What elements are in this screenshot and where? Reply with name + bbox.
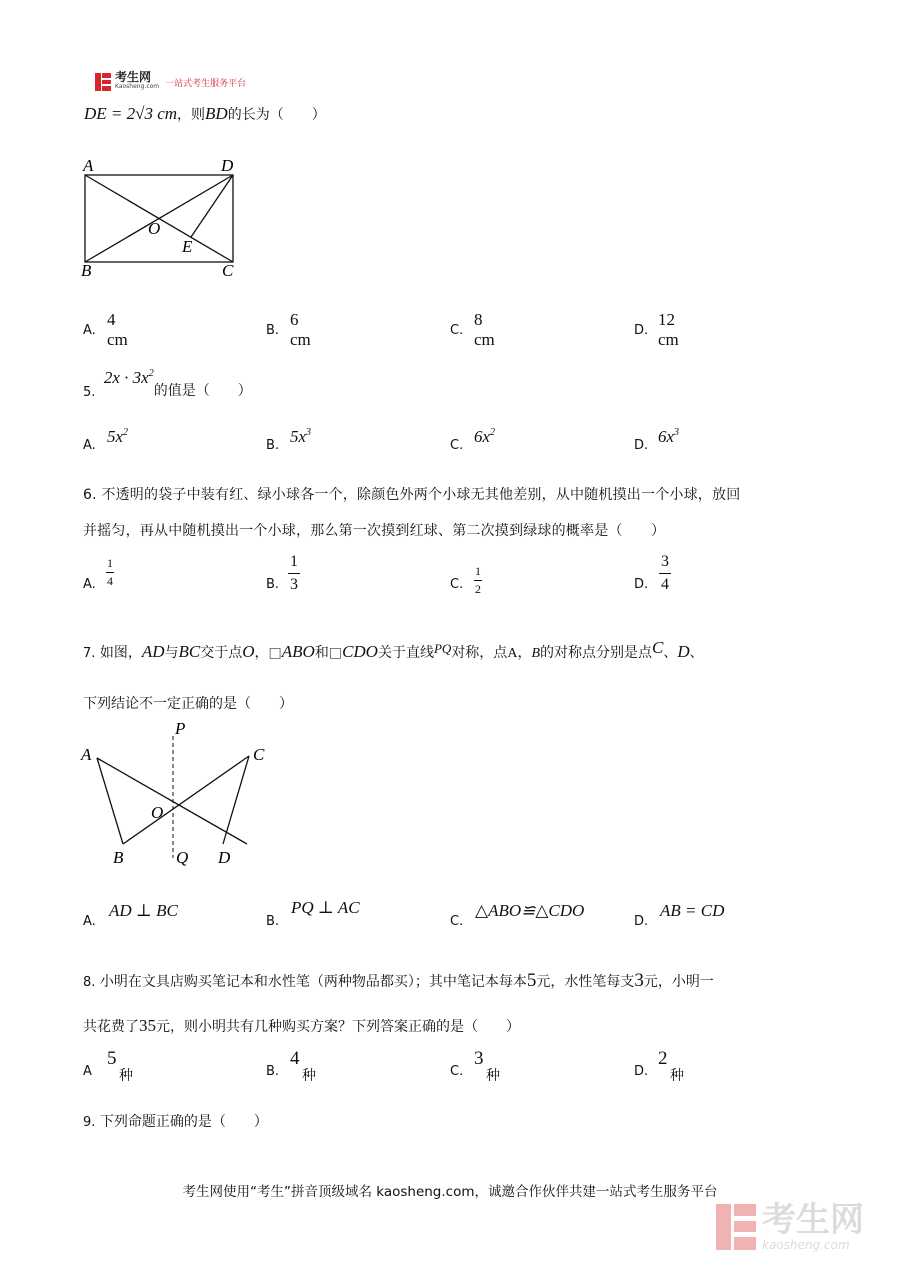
q8-line1 xyxy=(83,970,714,992)
option-letter: B. xyxy=(266,1064,280,1079)
option-value: AD ⊥ BC xyxy=(109,901,178,920)
option-unit: 种 xyxy=(670,1068,684,1084)
q7-line-bc xyxy=(123,756,249,844)
q4-label-e: E xyxy=(182,237,193,256)
q7-label-p: P xyxy=(175,719,186,738)
frac-den: 4 xyxy=(107,574,113,588)
q7-o: O xyxy=(242,642,255,661)
option-num: 5 xyxy=(107,1048,117,1069)
option-letter: A. xyxy=(83,438,96,453)
option-letter: A. xyxy=(83,914,96,929)
q6-line1: 6. 不透明的袋子中装有红、绿小球各一个，除颜色外两个小球无其他差别，从中随机摸出一个小球，放回 xyxy=(83,487,741,503)
option-num: 2 xyxy=(658,1048,668,1069)
watermark-sub: kaosheng.com xyxy=(762,1238,850,1252)
q8-n5: 5 xyxy=(526,970,537,991)
option-coef: 5x xyxy=(107,427,124,446)
q8-options xyxy=(83,1048,863,1084)
q4-label-d: D xyxy=(221,156,234,175)
q7-label-d: D xyxy=(218,848,231,867)
q8-n3: 3 xyxy=(634,970,644,991)
q4-stem xyxy=(84,104,326,124)
q7-label-b: B xyxy=(113,848,124,867)
option-exp: 3 xyxy=(306,427,312,438)
q4-de-line xyxy=(191,175,233,237)
q9-number: 9. xyxy=(83,1115,96,1130)
q7-options xyxy=(83,898,863,931)
q6-options xyxy=(83,553,863,599)
q7-t7: 对称，点 xyxy=(451,645,508,661)
option-letter: C. xyxy=(450,438,464,453)
q8-l1b: 元，水性笔每支 xyxy=(536,974,635,990)
option-letter: A xyxy=(83,1064,92,1079)
q4-rectangle-figure xyxy=(75,155,255,285)
q7-abo: ABO xyxy=(281,642,315,661)
logo-text: 考生网 xyxy=(115,70,152,84)
triangle-glyph-icon: □ xyxy=(268,645,282,661)
q7-a: A xyxy=(507,646,518,661)
q8-l2a: 共花费了 xyxy=(83,1019,139,1035)
option-letter: C. xyxy=(450,914,464,929)
option-letter: A. xyxy=(83,577,96,592)
option-letter: C. xyxy=(450,577,464,592)
frac-num: 1 xyxy=(475,564,481,578)
frac-den: 2 xyxy=(475,582,481,596)
q7-line-cd xyxy=(223,756,249,844)
q7-t4: ， xyxy=(254,645,269,661)
triangle-glyph-icon: □ xyxy=(328,645,343,661)
q8-l1c: 元，小明一 xyxy=(643,974,714,990)
option-letter: C. xyxy=(450,323,464,338)
q7-t2: 与 xyxy=(164,645,179,661)
q7-label-q: Q xyxy=(176,848,189,867)
q7-t11: 、 xyxy=(689,645,704,661)
q8-l2b: 元，则小明共有几种购买方案？下列答案正确的是（ ） xyxy=(156,1019,520,1035)
watermark-text: 考生网 xyxy=(762,1200,864,1240)
q7-line2: 下列结论不一定正确的是（ ） xyxy=(83,696,293,712)
frac-den: 3 xyxy=(290,576,298,593)
q7-cdo: CDO xyxy=(342,642,378,661)
q4-label-c: C xyxy=(222,261,234,280)
option-unit: 种 xyxy=(486,1068,500,1084)
option-num: 4 xyxy=(290,1048,300,1069)
header-logo xyxy=(95,72,246,92)
option-letter: B. xyxy=(266,577,280,592)
option-value: 6 cm xyxy=(290,310,311,349)
q7-stem xyxy=(83,638,704,662)
q7-number: 7. xyxy=(83,646,96,661)
option-coef: 6x xyxy=(474,427,491,446)
option-unit: 种 xyxy=(302,1068,316,1084)
q5-number: 5. xyxy=(83,385,96,400)
q5-stem xyxy=(83,368,252,400)
option-unit: 种 xyxy=(119,1068,133,1084)
frac-den: 4 xyxy=(661,576,669,593)
watermark xyxy=(716,1200,864,1252)
option-value: 12 cm xyxy=(658,310,679,349)
option-letter: D. xyxy=(634,1064,649,1079)
option-exp: 3 xyxy=(674,427,680,438)
option-letter: A. xyxy=(83,323,96,338)
watermark-logo-icon xyxy=(716,1204,756,1250)
q4-label-a: A xyxy=(83,156,94,175)
q4-label-o: O xyxy=(148,219,161,238)
q7-ad: AD xyxy=(141,642,165,661)
option-letter: D. xyxy=(634,323,649,338)
q7-bc: BC xyxy=(178,642,201,661)
option-value: △ABO≌△CDO xyxy=(475,901,585,920)
option-exp: 2 xyxy=(123,427,129,438)
q9-stem xyxy=(83,1111,268,1131)
option-value: PQ ⊥ AC xyxy=(291,898,360,917)
frac-num: 1 xyxy=(107,556,113,570)
q8-l1a: 小明在文具店购买笔记本和水性笔（两种物品都买）；其中笔记本每本 xyxy=(99,974,527,990)
option-exp: 2 xyxy=(490,427,496,438)
q7-t10: 、 xyxy=(663,645,678,661)
q4-text: ，则 xyxy=(177,107,206,123)
q4-de-expr: DE = 2√3 cm xyxy=(84,104,178,123)
q7-t3: 交于点 xyxy=(200,645,243,661)
q7-t8: ， xyxy=(517,645,532,661)
option-letter: D. xyxy=(634,577,649,592)
q8-line2 xyxy=(83,1016,520,1036)
option-letter: B. xyxy=(266,438,280,453)
q8-n35: 35 xyxy=(139,1016,156,1035)
q8-number: 8. xyxy=(83,975,96,990)
option-letter: D. xyxy=(634,914,649,929)
q4-options xyxy=(83,310,863,349)
q7-butterfly-figure xyxy=(75,718,275,868)
logo-icon xyxy=(95,73,111,91)
q7-t6: 关于直线 xyxy=(377,645,434,661)
logo-sub: Kaosheng.com xyxy=(115,83,160,90)
option-value: 8 cm xyxy=(474,310,495,349)
q5-expr xyxy=(104,368,154,387)
option-num: 3 xyxy=(474,1048,484,1069)
q7-label-c: C xyxy=(253,745,265,764)
option-letter: B. xyxy=(266,323,280,338)
q7-d: D xyxy=(677,642,690,661)
q4-bd: BD xyxy=(205,104,228,123)
logo-slogan: 一站式考生服务平台 xyxy=(165,78,247,89)
frac-num: 3 xyxy=(661,553,669,570)
q7-t9: 的对称点分别是点 xyxy=(540,645,652,661)
q9-text: 下列命题正确的是（ ） xyxy=(99,1114,268,1130)
option-letter: D. xyxy=(634,438,649,453)
q7-pq: PQ xyxy=(433,641,452,656)
option-letter: B. xyxy=(266,914,280,929)
q6-line2: 并摇匀，再从中随机摸出一个小球，那么第一次摸到红球、第二次摸到绿球的概率是（ ） xyxy=(83,523,666,539)
q4-text2: 的长为（ ） xyxy=(227,107,326,123)
q5-text: 的值是（ ） xyxy=(153,383,252,399)
option-value: AB = CD xyxy=(660,901,725,920)
q7-c: C xyxy=(652,638,664,657)
option-value: 4 cm xyxy=(107,310,128,349)
page-footer: 考生网使用“考生”拼音顶级域名 kaosheng.com，诚邀合作伙伴共建一站式考生服务平台 xyxy=(182,1184,718,1200)
option-letter: C. xyxy=(450,1064,464,1079)
q7-label-o: O xyxy=(151,803,164,822)
q7-t1: 如图， xyxy=(99,645,142,661)
q4-label-b: B xyxy=(81,261,92,280)
q5-options xyxy=(83,425,863,455)
q7-t5: 和 xyxy=(314,645,329,661)
q5-expr-base: 2x · 3x xyxy=(103,368,149,387)
q5-expr-exp: 2 xyxy=(148,368,154,379)
frac-num: 1 xyxy=(290,553,298,570)
q7-b: B xyxy=(531,646,540,661)
q7-label-a: A xyxy=(81,745,92,764)
option-coef: 6x xyxy=(658,427,675,446)
option-coef: 5x xyxy=(290,427,307,446)
